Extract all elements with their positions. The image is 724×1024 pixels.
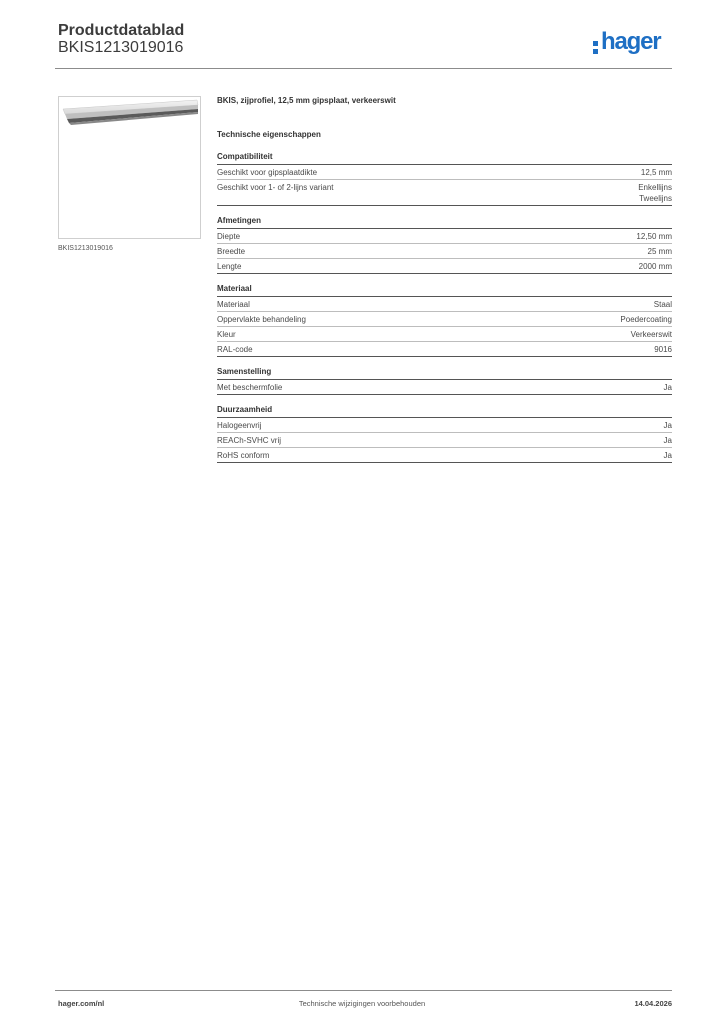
property-value-line: Tweelijns [639, 194, 672, 203]
property-row [217, 165, 672, 180]
header-divider [55, 68, 672, 69]
property-label: RAL-code [217, 345, 253, 354]
property-value-line: Ja [663, 421, 672, 430]
property-value [654, 344, 672, 355]
logo-text: hager [601, 28, 661, 55]
footer-disclaimer: Technische wijzigingen voorbehouden [298, 999, 426, 1008]
technical-properties-heading: Technische eigenschappen [217, 130, 321, 139]
profile-rail-icon [59, 97, 200, 238]
property-value [664, 435, 672, 446]
hager-logo [593, 29, 660, 55]
product-details [217, 96, 672, 463]
property-row [217, 448, 672, 463]
property-value [638, 182, 672, 204]
property-label: Met beschermfolie [217, 383, 283, 392]
property-value [664, 450, 672, 461]
property-label: Breedte [217, 247, 246, 256]
property-label: Geschikt voor 1- of 2-lijns variant [217, 183, 334, 192]
product-code: BKIS1213019016 [58, 39, 184, 56]
group-title: Samenstelling [217, 367, 672, 380]
property-label: Materiaal [217, 300, 250, 309]
property-value [648, 246, 672, 257]
page-title: Productdatablad [58, 22, 185, 39]
image-caption: BKIS1213019016 [58, 245, 113, 252]
footer-divider [55, 990, 672, 991]
property-value-line: Poedercoating [620, 315, 672, 324]
property-row [217, 342, 672, 357]
property-row [217, 259, 672, 274]
footer-website: hager.com/nl [58, 999, 105, 1008]
property-groups [217, 152, 672, 463]
group-title: Afmetingen [217, 216, 672, 229]
property-group [217, 405, 672, 463]
property-group [217, 152, 672, 206]
property-value-line: Enkellijns [638, 183, 672, 192]
property-value [636, 231, 672, 242]
property-group [217, 367, 672, 395]
property-label: REACh-SVHC vrij [217, 436, 282, 445]
property-value-line: Verkeerswit [630, 330, 672, 339]
property-value-line: 12,50 mm [636, 232, 672, 241]
property-row [217, 297, 672, 312]
footer-date: 14.04.2026 [634, 999, 672, 1008]
group-title: Compatibiliteit [217, 152, 672, 165]
property-row [217, 327, 672, 342]
property-group [217, 216, 672, 274]
property-value-line: Ja [663, 451, 672, 460]
property-row [217, 380, 672, 395]
property-value-line: Ja [663, 383, 672, 392]
logo-colon-icon [593, 35, 599, 55]
property-value-line: 12,5 mm [640, 168, 672, 177]
property-value-line: 25 mm [647, 247, 672, 256]
property-value [664, 382, 672, 393]
property-label: Geschikt voor gipsplaatdikte [217, 168, 318, 177]
property-label: Lengte [217, 262, 242, 271]
property-value [664, 420, 672, 431]
property-value-line: Ja [663, 436, 672, 445]
property-label: RoHS conform [217, 451, 270, 460]
group-title: Duurzaamheid [217, 405, 672, 418]
property-value [620, 314, 672, 325]
property-row [217, 433, 672, 448]
property-value-line: Staal [653, 300, 672, 309]
property-label: Halogeenvrij [217, 421, 262, 430]
property-value [641, 167, 672, 178]
product-image [58, 96, 201, 239]
property-row [217, 312, 672, 327]
property-value-line: 9016 [654, 345, 672, 354]
property-row [217, 418, 672, 433]
property-value [654, 299, 672, 310]
property-row [217, 229, 672, 244]
property-value [639, 261, 672, 272]
property-label: Diepte [217, 232, 241, 241]
property-group [217, 284, 672, 357]
product-description: BKIS, zijprofiel, 12,5 mm gipsplaat, verkeerswit [217, 96, 396, 105]
property-label: Kleur [217, 330, 236, 339]
property-row [217, 244, 672, 259]
property-value [631, 329, 672, 340]
property-value-line: 2000 mm [638, 262, 672, 271]
property-label: Oppervlakte behandeling [217, 315, 306, 324]
group-title: Materiaal [217, 284, 672, 297]
property-row [217, 180, 672, 206]
